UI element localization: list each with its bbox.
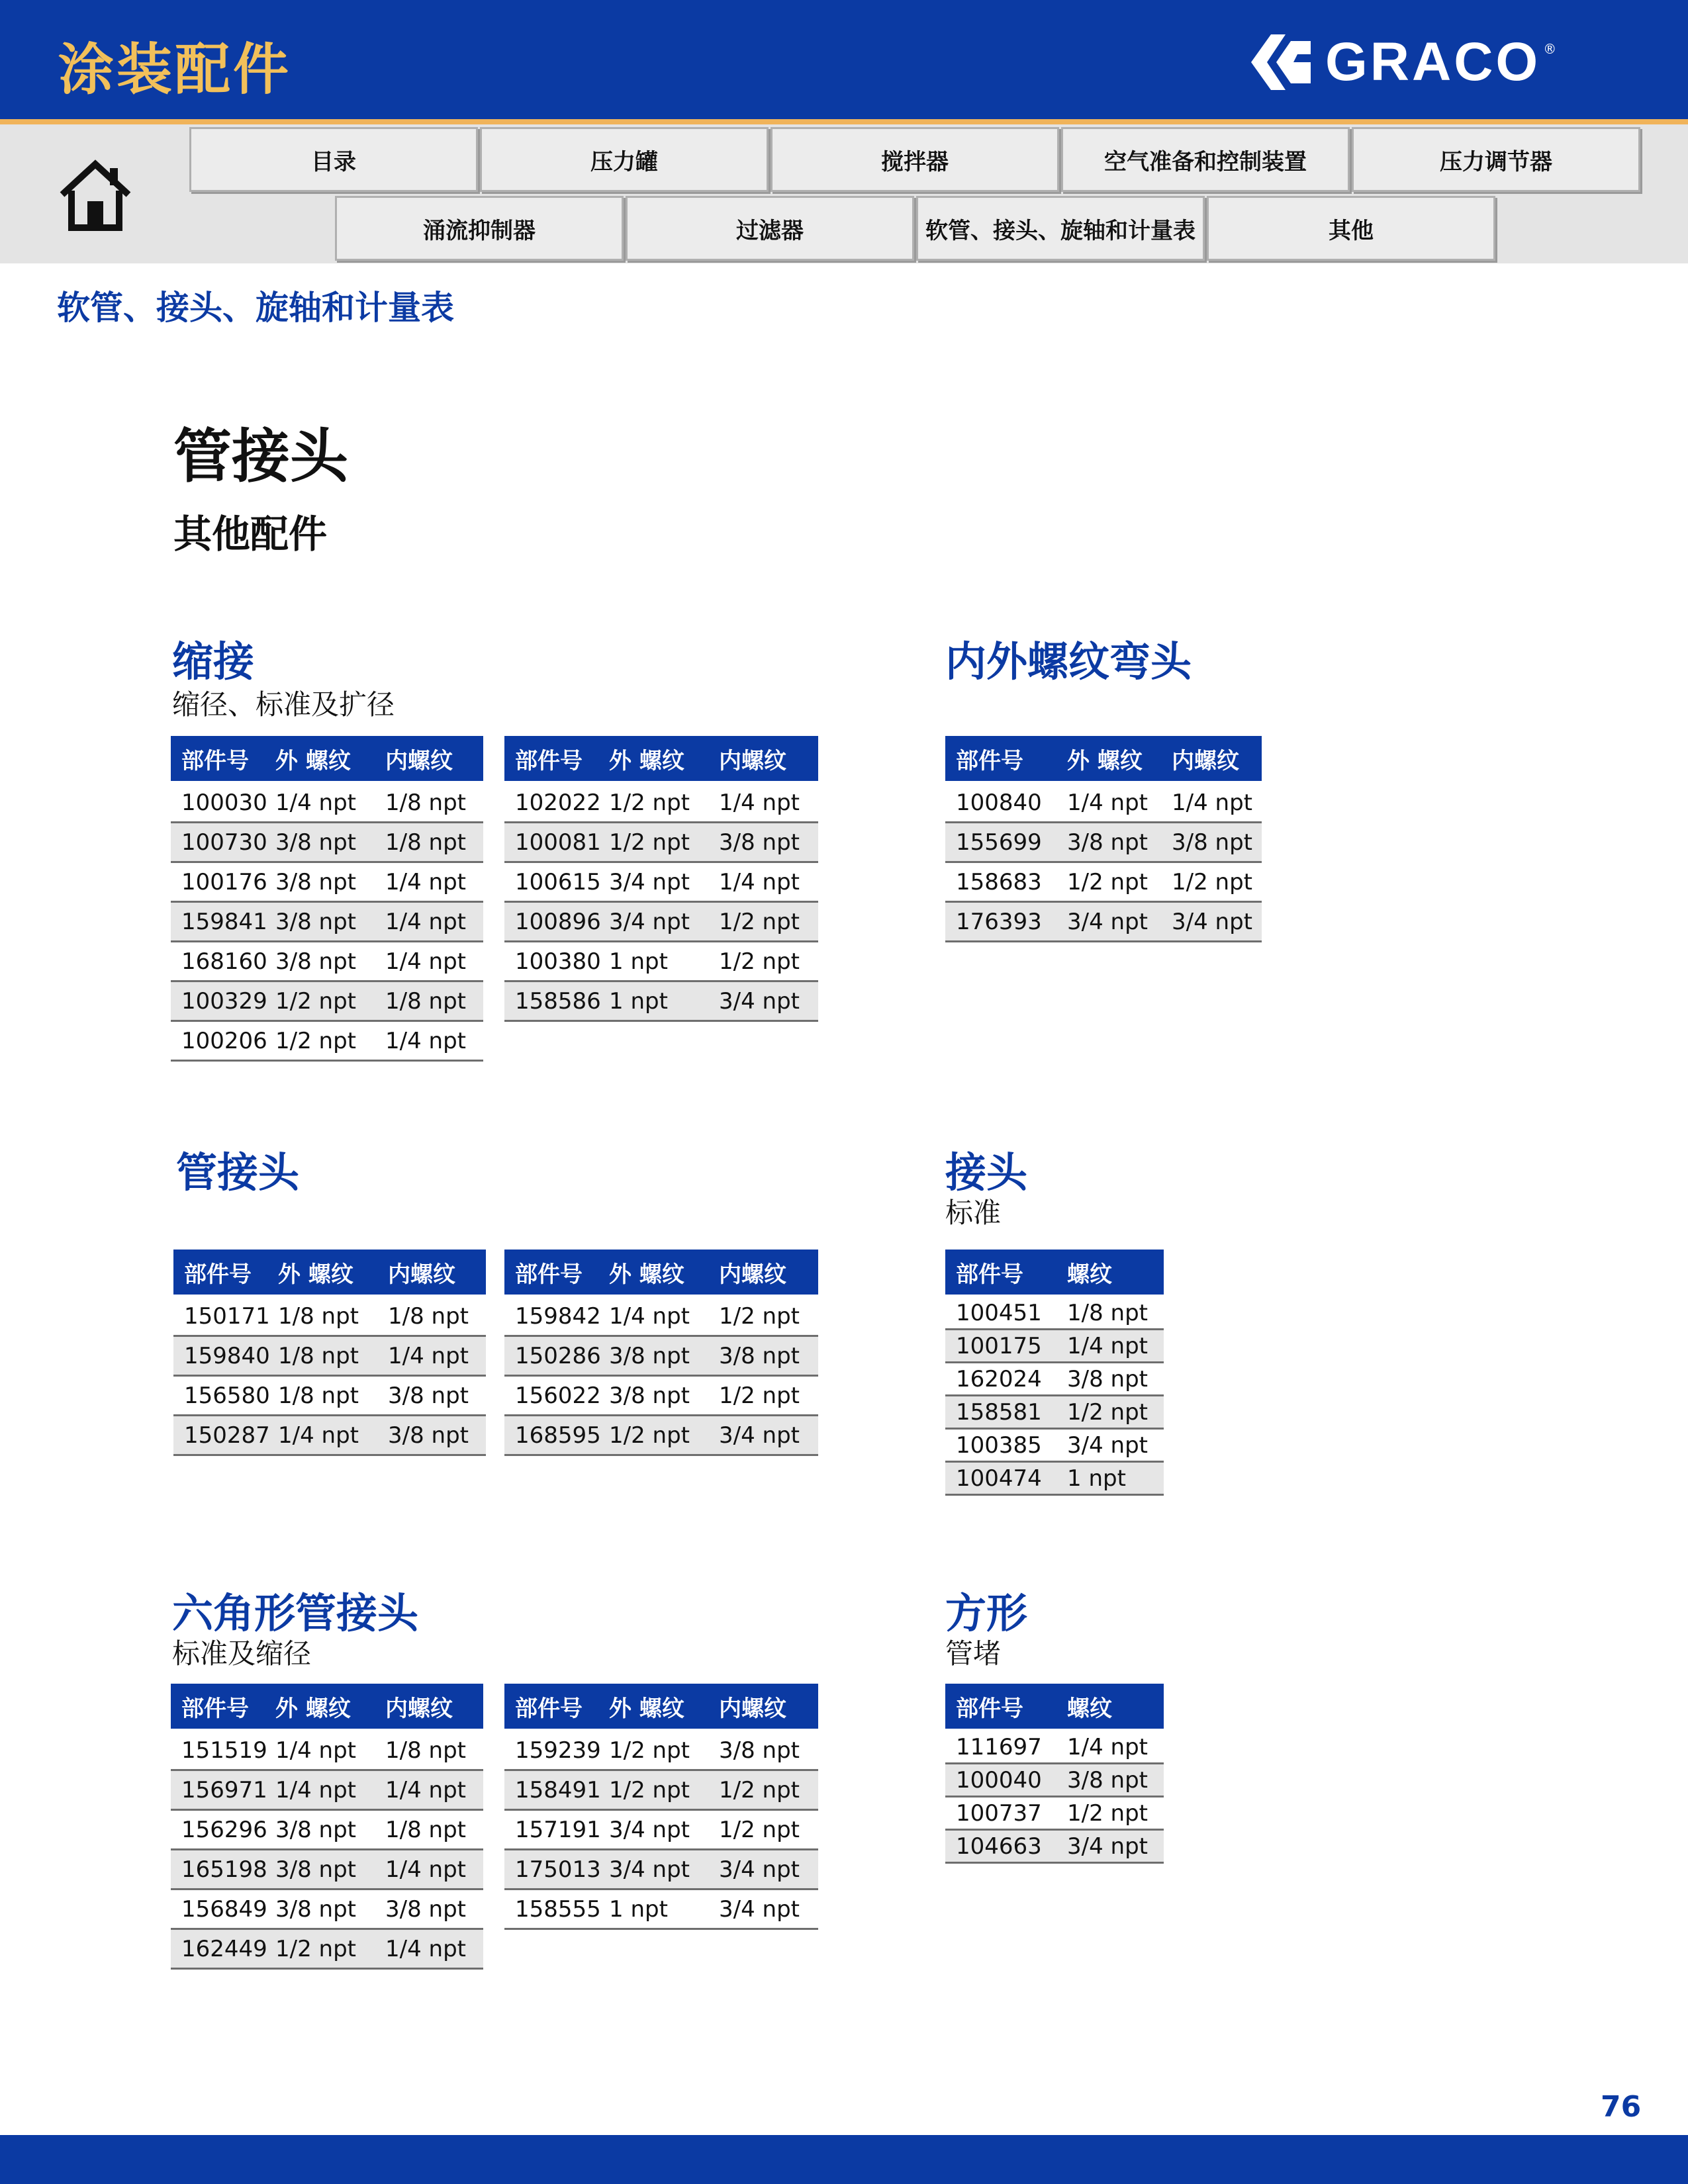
thread-cell: 3/8 npt — [388, 1382, 469, 1409]
thread-cell: 1/4 npt — [719, 789, 800, 816]
table-row — [171, 1771, 483, 1811]
part-number-cell: 156971 — [181, 1776, 267, 1803]
table-row — [504, 1337, 818, 1377]
thread-cell: 1/4 npt — [385, 1935, 466, 1962]
thread-cell: 1/8 npt — [385, 1737, 466, 1764]
table-row — [945, 1831, 1164, 1864]
part-number-cell: 159840 — [184, 1342, 270, 1369]
page-number: 76 — [1601, 2090, 1642, 2124]
group-title-reducers: 缩接 — [172, 637, 255, 686]
table-row — [171, 1850, 483, 1890]
thread-cell: 1/4 npt — [1067, 789, 1148, 816]
page-category-title: 涂装配件 — [58, 37, 292, 102]
thread-cell: 3/8 npt — [719, 829, 800, 856]
thread-cell: 1/8 npt — [388, 1302, 469, 1330]
thread-cell: 3/4 npt — [719, 1422, 800, 1449]
thread-cell: 1/2 npt — [1067, 1799, 1148, 1827]
thread-cell: 3/8 npt — [275, 1816, 356, 1843]
table-reducers-a — [171, 736, 483, 1062]
table-row — [504, 1416, 818, 1456]
table-row — [504, 1377, 818, 1416]
part-number-cell: 100380 — [515, 948, 601, 975]
table-hex-nipples-b — [504, 1684, 818, 1930]
thread-cell: 1/2 npt — [609, 1776, 690, 1803]
thread-cell: 1/2 npt — [719, 1816, 800, 1843]
thread-cell: 1 npt — [609, 1895, 668, 1923]
table-header — [504, 736, 818, 784]
thread-cell: 1/4 npt — [275, 789, 356, 816]
thread-cell: 3/8 npt — [1172, 829, 1252, 856]
thread-cell: 3/8 npt — [275, 868, 356, 895]
column-header: 内螺纹 — [388, 1261, 455, 1288]
group-subtitle-couplings: 标准 — [945, 1197, 1002, 1229]
thread-cell: 3/4 npt — [719, 1856, 800, 1883]
table-row — [504, 1297, 818, 1337]
part-number-cell: 168160 — [181, 948, 267, 975]
table-row — [173, 1337, 486, 1377]
part-number-cell: 111697 — [956, 1733, 1042, 1760]
part-number-cell: 100081 — [515, 829, 601, 856]
thread-cell: 1/2 npt — [1067, 868, 1148, 895]
table-row — [945, 1363, 1164, 1396]
column-header: 部件号 — [184, 1261, 252, 1288]
thread-cell: 1/2 npt — [719, 948, 800, 975]
part-number-cell: 156022 — [515, 1382, 601, 1409]
thread-cell: 1/4 npt — [388, 1342, 469, 1369]
thread-cell: 3/4 npt — [609, 1856, 690, 1883]
thread-cell: 1/2 npt — [609, 829, 690, 856]
table-row — [504, 1850, 818, 1890]
table-header — [945, 736, 1262, 784]
thread-cell: 1/4 npt — [1172, 789, 1252, 816]
column-header: 部件号 — [956, 747, 1023, 774]
part-number-cell: 162024 — [956, 1365, 1042, 1392]
table-row — [945, 1396, 1164, 1430]
thread-cell: 1/4 npt — [1067, 1332, 1148, 1359]
table-row — [504, 784, 818, 823]
thread-cell: 1/4 npt — [275, 1737, 356, 1764]
nav-air-prep-controls[interactable]: 空气准备和控制装置 — [1061, 127, 1350, 192]
column-header: 内螺纹 — [385, 1695, 453, 1722]
thread-cell: 1/8 npt — [278, 1382, 359, 1409]
thread-cell: 3/8 npt — [275, 1895, 356, 1923]
thread-cell: 3/8 npt — [719, 1737, 800, 1764]
table-row — [504, 823, 818, 863]
thread-cell: 1 npt — [609, 948, 668, 975]
column-header: 螺纹 — [1067, 1261, 1112, 1288]
logo-registered-mark: ® — [1543, 41, 1557, 57]
footer-bar — [0, 2135, 1688, 2184]
thread-cell: 1/4 npt — [385, 948, 466, 975]
part-number-cell: 100730 — [181, 829, 267, 856]
section-title: 软管、接头、旋轴和计量表 — [57, 289, 454, 327]
table-row — [945, 823, 1262, 863]
nav-pressure-regulators[interactable]: 压力调节器 — [1352, 127, 1640, 192]
table-row — [173, 1377, 486, 1416]
group-subtitle-square: 管堵 — [945, 1637, 1002, 1670]
page-subtitle: 其他配件 — [173, 512, 328, 557]
part-number-cell: 158555 — [515, 1895, 601, 1923]
column-header: 内螺纹 — [719, 1695, 786, 1722]
group-title-street-elbows: 内外螺纹弯头 — [945, 637, 1192, 686]
nav-filters[interactable]: 过滤器 — [626, 196, 914, 261]
column-header: 部件号 — [515, 1261, 583, 1288]
table-reducers-b — [504, 736, 818, 1022]
part-number-cell: 100474 — [956, 1465, 1042, 1492]
thread-cell: 3/8 npt — [1067, 1365, 1148, 1392]
thread-cell: 1/2 npt — [275, 1935, 356, 1962]
group-title-hex-nipples: 六角形管接头 — [172, 1589, 419, 1637]
table-row — [945, 1297, 1164, 1330]
part-number-cell: 102022 — [515, 789, 601, 816]
thread-cell: 1/2 npt — [609, 1422, 690, 1449]
table-row — [504, 1811, 818, 1850]
group-subtitle-reducers: 缩径、标准及扩径 — [172, 688, 395, 721]
part-number-cell: 100896 — [515, 908, 601, 935]
column-header: 外 螺纹 — [609, 1695, 684, 1722]
column-header: 部件号 — [956, 1695, 1023, 1722]
thread-cell: 3/4 npt — [719, 1895, 800, 1923]
nav-other[interactable]: 其他 — [1207, 196, 1495, 261]
thread-cell: 1/8 npt — [278, 1302, 359, 1330]
table-row — [945, 863, 1262, 903]
thread-cell: 1/2 npt — [609, 789, 690, 816]
table-row — [171, 903, 483, 942]
group-title-square: 方形 — [945, 1589, 1028, 1637]
table-header — [504, 1684, 818, 1731]
nav-surge-suppressors[interactable]: 涌流抑制器 — [335, 196, 624, 261]
nav-catalog[interactable]: 目录 — [189, 127, 478, 192]
header-accent-line — [0, 119, 1688, 124]
table-nipples-b — [504, 1250, 818, 1456]
table-hex-nipples-a — [171, 1684, 483, 1970]
table-row — [945, 903, 1262, 942]
thread-cell: 1/8 npt — [1067, 1299, 1148, 1326]
thread-cell: 3/8 npt — [275, 948, 356, 975]
part-number-cell: 100040 — [956, 1766, 1042, 1794]
thread-cell: 1/2 npt — [719, 908, 800, 935]
part-number-cell: 158683 — [956, 868, 1042, 895]
thread-cell: 1/2 npt — [1067, 1398, 1148, 1426]
part-number-cell: 176393 — [956, 908, 1042, 935]
part-number-cell: 100385 — [956, 1432, 1042, 1459]
table-row — [504, 863, 818, 903]
table-row — [173, 1297, 486, 1337]
thread-cell: 1/4 npt — [278, 1422, 359, 1449]
part-number-cell: 162449 — [181, 1935, 267, 1962]
table-square-plugs — [945, 1684, 1164, 1864]
thread-cell: 3/4 npt — [609, 1816, 690, 1843]
thread-cell: 3/4 npt — [609, 868, 690, 895]
thread-cell: 1/4 npt — [1067, 1733, 1148, 1760]
column-header: 外 螺纹 — [609, 1261, 684, 1288]
table-couplings — [945, 1250, 1164, 1496]
thread-cell: 1/8 npt — [278, 1342, 359, 1369]
part-number-cell: 159239 — [515, 1737, 601, 1764]
table-row — [945, 784, 1262, 823]
part-number-cell: 156580 — [184, 1382, 270, 1409]
thread-cell: 1/2 npt — [719, 1776, 800, 1803]
thread-cell: 1/2 npt — [1172, 868, 1252, 895]
part-number-cell: 156296 — [181, 1816, 267, 1843]
part-number-cell: 150171 — [184, 1302, 270, 1330]
thread-cell: 1/4 npt — [385, 908, 466, 935]
table-header — [171, 1684, 483, 1731]
thread-cell: 1/8 npt — [385, 789, 466, 816]
part-number-cell: 100329 — [181, 987, 267, 1015]
thread-cell: 3/8 npt — [388, 1422, 469, 1449]
table-row — [173, 1416, 486, 1456]
home-icon[interactable] — [57, 158, 134, 234]
thread-cell: 1/4 npt — [385, 1776, 466, 1803]
table-row — [945, 1764, 1164, 1797]
column-header: 内螺纹 — [1172, 747, 1239, 774]
thread-cell: 3/4 npt — [719, 987, 800, 1015]
table-row — [171, 1930, 483, 1970]
thread-cell: 1/4 npt — [385, 1856, 466, 1883]
table-row — [504, 1731, 818, 1771]
table-row — [171, 1731, 483, 1771]
graco-logo — [1244, 29, 1556, 95]
part-number-cell: 165198 — [181, 1856, 267, 1883]
column-header: 部件号 — [515, 1695, 583, 1722]
column-header: 外 螺纹 — [1067, 747, 1143, 774]
table-row — [171, 823, 483, 863]
thread-cell: 3/8 npt — [275, 829, 356, 856]
table-row — [171, 1811, 483, 1850]
part-number-cell: 100840 — [956, 789, 1042, 816]
thread-cell: 1 npt — [1067, 1465, 1126, 1492]
thread-cell: 3/4 npt — [1067, 908, 1148, 935]
part-number-cell: 156849 — [181, 1895, 267, 1923]
nav-hoses-fittings[interactable]: 软管、接头、旋轴和计量表 — [916, 196, 1205, 261]
table-header — [171, 736, 483, 784]
part-number-cell: 100175 — [956, 1332, 1042, 1359]
table-header — [945, 1250, 1164, 1297]
table-row — [171, 982, 483, 1022]
thread-cell: 3/8 npt — [385, 1895, 466, 1923]
part-number-cell: 159842 — [515, 1302, 601, 1330]
table-header — [945, 1684, 1164, 1731]
nav-pressure-tanks[interactable]: 压力罐 — [480, 127, 769, 192]
part-number-cell: 175013 — [515, 1856, 601, 1883]
column-header: 内螺纹 — [719, 747, 786, 774]
page-title: 管接头 — [173, 422, 349, 490]
thread-cell: 1/4 npt — [385, 1027, 466, 1054]
table-row — [171, 863, 483, 903]
table-row — [945, 1463, 1164, 1496]
thread-cell: 3/8 npt — [609, 1342, 690, 1369]
column-header: 外 螺纹 — [275, 747, 351, 774]
thread-cell: 1/4 npt — [385, 868, 466, 895]
table-row — [504, 982, 818, 1022]
thread-cell: 1/8 npt — [385, 829, 466, 856]
thread-cell: 3/4 npt — [609, 908, 690, 935]
column-header: 部件号 — [956, 1261, 1023, 1288]
part-number-cell: 100176 — [181, 868, 267, 895]
part-number-cell: 100206 — [181, 1027, 267, 1054]
thread-cell: 3/4 npt — [1067, 1432, 1148, 1459]
column-header: 内螺纹 — [385, 747, 453, 774]
part-number-cell: 150286 — [515, 1342, 601, 1369]
thread-cell: 1/2 npt — [609, 1737, 690, 1764]
part-number-cell: 104663 — [956, 1833, 1042, 1860]
thread-cell: 1/2 npt — [275, 987, 356, 1015]
part-number-cell: 100737 — [956, 1799, 1042, 1827]
table-row — [945, 1330, 1164, 1363]
table-header — [504, 1250, 818, 1297]
table-row — [504, 1771, 818, 1811]
column-header: 外 螺纹 — [278, 1261, 353, 1288]
table-row — [171, 1022, 483, 1062]
table-street-elbows — [945, 736, 1262, 942]
thread-cell: 1/2 npt — [719, 1382, 800, 1409]
thread-cell: 3/8 npt — [609, 1382, 690, 1409]
part-number-cell: 157191 — [515, 1816, 601, 1843]
part-number-cell: 168595 — [515, 1422, 601, 1449]
thread-cell: 1/8 npt — [385, 1816, 466, 1843]
part-number-cell: 159841 — [181, 908, 267, 935]
thread-cell: 1/2 npt — [275, 1027, 356, 1054]
part-number-cell: 150287 — [184, 1422, 270, 1449]
thread-cell: 3/4 npt — [1172, 908, 1252, 935]
thread-cell: 3/8 npt — [1067, 829, 1148, 856]
group-title-couplings: 接头 — [945, 1148, 1028, 1197]
column-header: 内螺纹 — [719, 1261, 786, 1288]
thread-cell: 1 npt — [609, 987, 668, 1015]
part-number-cell: 100451 — [956, 1299, 1042, 1326]
table-row — [945, 1430, 1164, 1463]
thread-cell: 3/8 npt — [275, 908, 356, 935]
thread-cell: 1/4 npt — [275, 1776, 356, 1803]
thread-cell: 3/8 npt — [1067, 1766, 1148, 1794]
column-header: 外 螺纹 — [275, 1695, 351, 1722]
table-row — [945, 1797, 1164, 1831]
nav-agitators[interactable]: 搅拌器 — [771, 127, 1059, 192]
part-number-cell: 100030 — [181, 789, 267, 816]
part-number-cell: 155699 — [956, 829, 1042, 856]
part-number-cell: 158581 — [956, 1398, 1042, 1426]
column-header: 部件号 — [181, 747, 249, 774]
part-number-cell: 100615 — [515, 868, 601, 895]
group-title-nipples: 管接头 — [176, 1148, 300, 1197]
table-row — [504, 1890, 818, 1930]
thread-cell: 1/4 npt — [609, 1302, 690, 1330]
part-number-cell: 151519 — [181, 1737, 267, 1764]
thread-cell: 1/8 npt — [385, 987, 466, 1015]
thread-cell: 3/4 npt — [1067, 1833, 1148, 1860]
graco-logo-icon — [1244, 29, 1317, 95]
thread-cell: 1/2 npt — [719, 1302, 800, 1330]
table-row — [504, 903, 818, 942]
table-row — [504, 942, 818, 982]
table-row — [171, 1890, 483, 1930]
table-row — [171, 942, 483, 982]
table-row — [171, 784, 483, 823]
table-header — [173, 1250, 486, 1297]
logo-text: GRACO — [1325, 32, 1541, 92]
column-header: 螺纹 — [1067, 1695, 1112, 1722]
part-number-cell: 158491 — [515, 1776, 601, 1803]
column-header: 外 螺纹 — [609, 747, 684, 774]
thread-cell: 1/4 npt — [719, 868, 800, 895]
thread-cell: 3/8 npt — [719, 1342, 800, 1369]
column-header: 部件号 — [515, 747, 583, 774]
thread-cell: 3/8 npt — [275, 1856, 356, 1883]
group-subtitle-hex-nipples: 标准及缩径 — [172, 1637, 312, 1670]
table-nipples-a — [173, 1250, 486, 1456]
column-header: 部件号 — [181, 1695, 249, 1722]
table-row — [945, 1731, 1164, 1764]
part-number-cell: 158586 — [515, 987, 601, 1015]
